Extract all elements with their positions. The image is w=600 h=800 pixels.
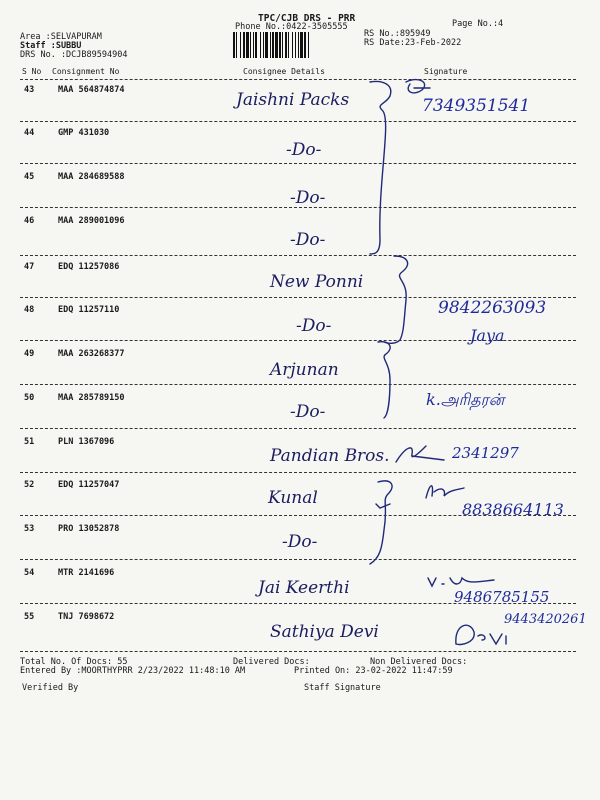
consignee-name: -Do-	[290, 402, 326, 422]
non-delivered-docs: Non Delivered Docs:	[370, 657, 468, 667]
barcode-bar	[255, 32, 257, 58]
barcode	[232, 32, 360, 58]
total-docs: Total No. Of Docs: 55	[20, 657, 128, 667]
consignment-no: GMP 431030	[58, 128, 110, 138]
barcode-bar	[263, 32, 264, 58]
signature: 7349351541	[422, 96, 531, 116]
staff-signature: Staff Signature	[304, 683, 381, 693]
consignee-name: New Ponni	[270, 272, 364, 292]
consignee-name: -Do-	[282, 532, 318, 552]
barcode-bar	[246, 32, 249, 58]
sno: 49	[24, 349, 35, 359]
header-divider	[20, 79, 576, 80]
barcode-bar	[270, 32, 271, 58]
consignment-no: EDQ 11257086	[58, 262, 120, 272]
sno: 51	[24, 437, 35, 447]
col-consignee: Consignee Details	[243, 67, 325, 76]
sno: 52	[24, 480, 35, 490]
row-divider	[20, 559, 576, 560]
barcode-bar	[279, 32, 281, 58]
consignment-no: MTR 2141696	[58, 568, 115, 578]
barcode-bar	[292, 32, 293, 58]
barcode-bar	[295, 32, 296, 58]
row-divider	[20, 163, 576, 164]
signature-scribble	[450, 614, 510, 650]
phone-number: Phone No.:0422-3505555	[235, 22, 348, 32]
barcode-bar	[275, 32, 278, 58]
consignee-name: Kunal	[268, 488, 318, 508]
delivered-docs: Delivered Docs:	[233, 657, 310, 667]
consignment-no: TNJ 7698672	[58, 612, 115, 622]
row-divider	[20, 255, 576, 256]
barcode-bar	[260, 32, 261, 58]
consignee-name: -Do-	[286, 140, 322, 160]
barcode-bar	[272, 32, 274, 58]
sno: 47	[24, 262, 35, 272]
barcode-bar	[243, 32, 245, 58]
signature: k.அரிதரன்	[426, 390, 505, 409]
consignee-name: Pandian Bros.	[270, 446, 390, 466]
barcode-bar	[233, 32, 235, 58]
barcode-bar	[285, 32, 287, 58]
consignment-no: MAA 564874874	[58, 85, 125, 95]
consignment-no: EDQ 11257110	[58, 305, 120, 315]
col-sno: S No	[22, 67, 42, 76]
barcode-bar	[265, 32, 268, 58]
tick-mark	[374, 496, 394, 512]
sno: 53	[24, 524, 35, 534]
consignee-name: Jai Keerthi	[258, 578, 350, 598]
consignment-no: MAA 285789150	[58, 393, 125, 403]
signature: 9486785155	[454, 588, 550, 606]
row-divider	[20, 207, 576, 208]
rs-date: RS Date:23-Feb-2022	[364, 38, 462, 48]
signature: 8838664113	[462, 500, 564, 519]
row-divider	[20, 384, 576, 385]
document-title: TPC/CJB DRS - PRR	[258, 13, 356, 24]
sno: 54	[24, 568, 35, 578]
col-signature: Signature	[424, 67, 468, 76]
consignee-name: -Do-	[290, 230, 326, 250]
consignee-name: Arjunan	[270, 360, 339, 380]
consignee-name: Sathiya Devi	[270, 622, 379, 642]
sno: 43	[24, 85, 35, 95]
row-divider	[20, 121, 576, 122]
rs-number: RS No.:895949	[364, 29, 431, 39]
grouping-braces	[364, 70, 424, 590]
row-divider	[20, 515, 576, 516]
consignment-no: EDQ 11257047	[58, 480, 120, 490]
barcode-bar	[308, 32, 309, 58]
row-divider	[20, 603, 576, 604]
signature: 2341297	[452, 444, 519, 462]
barcode-bar	[253, 32, 254, 58]
signature: 9443420261	[504, 612, 587, 627]
consignment-no: PLN 1367096	[58, 437, 115, 447]
col-consignment: Consignment No	[52, 67, 120, 76]
sno: 48	[24, 305, 35, 315]
entered-by: Entered By :MOORTHYPRR 2/23/2022 11:48:10 AM	[20, 666, 246, 676]
barcode-bar	[304, 32, 306, 58]
signature: 9842263093	[438, 298, 547, 318]
barcode-bar	[288, 32, 289, 58]
printed-on: Printed On: 23-02-2022 11:47:59	[294, 666, 453, 676]
barcode-bar	[240, 32, 241, 58]
row-divider	[20, 428, 576, 429]
row-divider	[20, 472, 576, 473]
barcode-bar	[282, 32, 283, 58]
consignee-name: Jaishni Packs	[236, 90, 350, 110]
drs-number: DRS No. :DCJB89594904	[20, 50, 128, 60]
page-number: Page No.:4	[452, 19, 504, 29]
consignee-name: -Do-	[290, 188, 326, 208]
sno: 45	[24, 172, 35, 182]
sno: 44	[24, 128, 35, 138]
barcode-bar	[300, 32, 303, 58]
barcode-bar	[298, 32, 299, 58]
consignment-no: MAA 284689588	[58, 172, 125, 182]
consignee-name: -Do-	[296, 316, 332, 336]
staff: Staff :SUBBU	[20, 41, 82, 51]
signature: Jaya	[470, 326, 505, 345]
sno: 46	[24, 216, 35, 226]
barcode-bar	[236, 32, 237, 58]
consignment-no: MAA 263268377	[58, 349, 125, 359]
consignment-no: MAA 289001096	[58, 216, 125, 226]
sno: 55	[24, 612, 35, 622]
consignment-no: PRO 13052878	[58, 524, 120, 534]
area: Area :SELVAPURAM	[20, 32, 102, 42]
barcode-bar	[250, 32, 251, 58]
sno: 50	[24, 393, 35, 403]
verified-by: Verified By	[22, 683, 79, 693]
row-divider	[20, 651, 576, 652]
